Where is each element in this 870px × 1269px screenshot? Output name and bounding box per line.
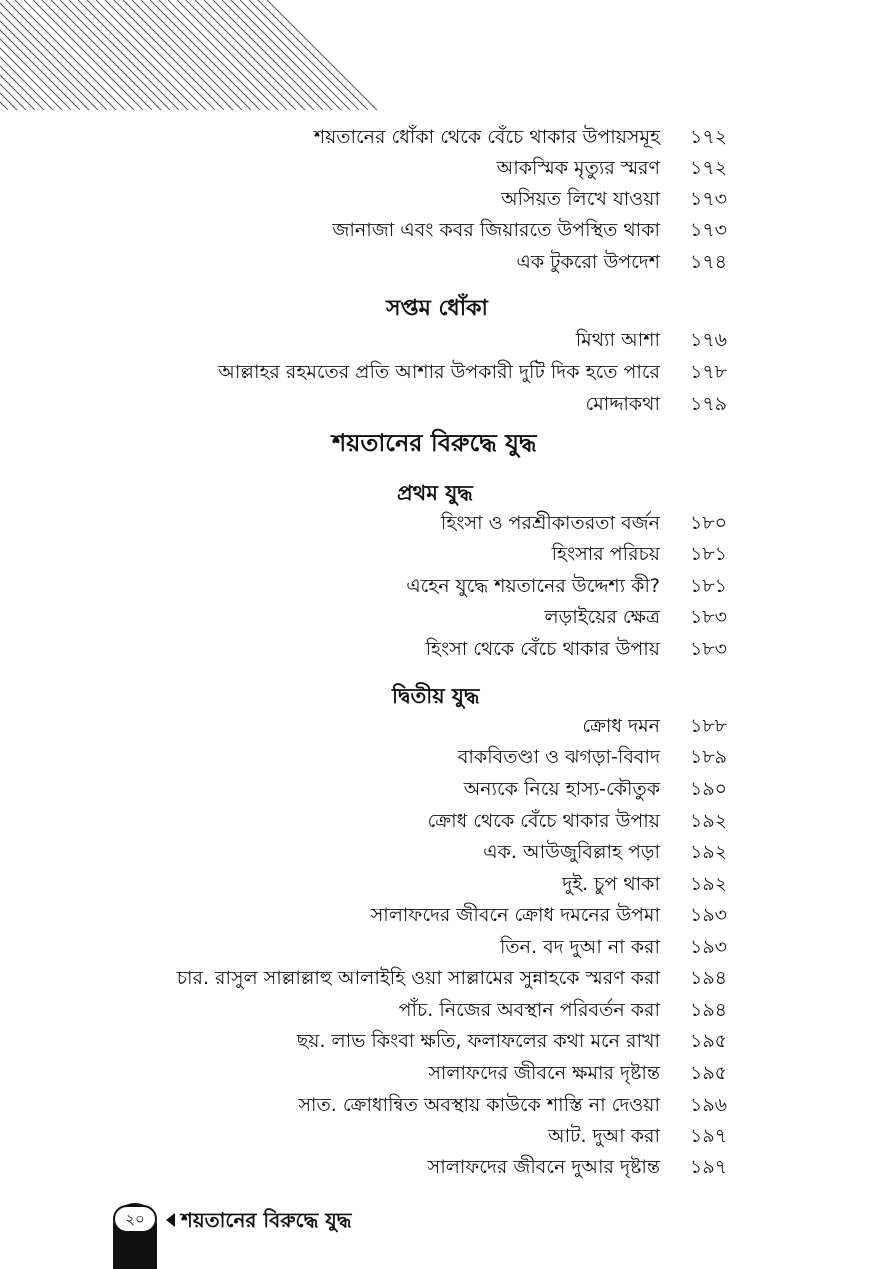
hatch-line xyxy=(168,0,278,110)
toc-entry-title: মিথ্যা আশা xyxy=(575,329,660,351)
toc-entry[interactable] xyxy=(0,742,870,773)
hatch-line xyxy=(24,0,134,110)
toc-entry-page: ১৯৫ xyxy=(690,1030,727,1052)
toc-entry-title: সাত. ক্রোধান্বিত অবস্থায় কাউকে শাস্তি না দেওয়া xyxy=(298,1094,660,1116)
toc-entry-page: ১৯২ xyxy=(690,841,728,863)
toc-entry-title: অন্যকে নিয়ে হাস্য-কৌতুক xyxy=(463,778,660,800)
toc-entry-title: ক্রোধ থেকে বেঁচে থাকার উপায় xyxy=(427,810,660,832)
hatch-line xyxy=(249,0,359,110)
hatch-line xyxy=(123,0,233,110)
hatch-line xyxy=(105,0,215,110)
toc-entry-page: ১৮১ xyxy=(690,543,727,565)
toc-entry-page: ১৯৬ xyxy=(690,1094,728,1116)
toc-entry-title: ছয়. লাভ কিংবা ক্ষতি, ফলাফলের কথা মনে রাখা xyxy=(296,1030,660,1052)
toc-entry-page: ১৭৮ xyxy=(690,361,728,383)
toc-entry-title: এক টুকরো উপদেশ xyxy=(516,251,660,273)
toc-entry-page: ১৭২ xyxy=(690,157,728,179)
toc-entry-page: ১৭৬ xyxy=(690,329,728,351)
hatch-line xyxy=(258,0,368,110)
hatch-line xyxy=(285,0,380,110)
toc-entry[interactable] xyxy=(0,508,870,539)
toc-entry[interactable] xyxy=(0,1121,870,1152)
hatch-line xyxy=(6,0,116,110)
toc-entry-page: ১৯৫ xyxy=(690,1062,727,1084)
hatch-line xyxy=(96,0,206,110)
toc-entry-page: ১৯৪ xyxy=(690,999,727,1021)
toc-entry[interactable] xyxy=(0,774,870,805)
toc-entry-title: সালাফদের জীবনে দুআর দৃষ্টান্ত xyxy=(427,1156,660,1178)
hatch-line xyxy=(15,0,125,110)
hatch-line xyxy=(366,0,380,110)
toc-entry[interactable] xyxy=(0,837,870,868)
hatch-line xyxy=(42,0,152,110)
section-heading: সপ্তম ধোঁকা xyxy=(386,296,488,321)
toc-entry-page: ১৮৯ xyxy=(690,746,727,768)
hatch-line xyxy=(276,0,380,110)
hatch-line xyxy=(0,0,35,110)
page-footer xyxy=(0,1195,870,1269)
hatch-line xyxy=(330,0,380,110)
toc-entry[interactable] xyxy=(0,869,870,900)
toc-entry-page: ১৮৩ xyxy=(690,638,728,660)
hatch-line xyxy=(222,0,332,110)
toc-entry-page: ১৮৩ xyxy=(690,606,728,628)
triangle-left-icon xyxy=(166,1213,175,1227)
part-title: শয়তানের বিরুদ্ধে যুদ্ধ xyxy=(332,429,537,457)
hatch-line xyxy=(114,0,224,110)
hatch-line xyxy=(375,0,380,110)
toc-entry[interactable] xyxy=(0,602,870,633)
hatch-line xyxy=(60,0,170,110)
hatch-line xyxy=(267,0,377,110)
toc-entry-title: সালাফদের জীবনে ক্ষমার দৃষ্টান্ত xyxy=(428,1062,660,1084)
toc-entry-title: বাকবিতণ্ডা ও ঝগড়া-বিবাদ xyxy=(457,746,660,768)
toc-entry[interactable] xyxy=(0,1058,870,1089)
toc-entry[interactable] xyxy=(0,325,870,356)
toc-entry-title: ক্রোধ দমন xyxy=(582,715,660,737)
toc-entry[interactable] xyxy=(0,122,870,153)
toc-entry-page: ১৯২ xyxy=(690,873,728,895)
toc-entry-title: জানাজা এবং কবর জিয়ারতে উপস্থিত থাকা xyxy=(332,219,660,241)
toc-entry[interactable] xyxy=(0,806,870,837)
hatch-line xyxy=(204,0,314,110)
running-book-title: শয়তানের বিরুদ্ধে যুদ্ধ xyxy=(181,1208,352,1232)
hatch-line xyxy=(141,0,251,110)
hatch-line xyxy=(87,0,197,110)
toc-entry-page: ১৭৯ xyxy=(690,393,728,415)
toc-entry-title: লড়াইয়ের ক্ষেত্র xyxy=(544,606,660,628)
toc-entry-title: শয়তানের ধোঁকা থেকে বেঁচে থাকার উপায়সমূহ xyxy=(313,126,660,148)
toc-entry-page: ১৯৭ xyxy=(690,1156,728,1178)
toc-entry-title: পাঁচ. নিজের অবস্থান পরিবর্তন করা xyxy=(398,999,660,1021)
hatch-line xyxy=(177,0,287,110)
toc-entry-page: ১৮৮ xyxy=(690,715,727,737)
hatch-line xyxy=(69,0,179,110)
hatch-line xyxy=(195,0,305,110)
toc-entry-page: ১৯৭ xyxy=(690,1125,728,1147)
toc-entry[interactable] xyxy=(0,247,870,278)
toc-entry-title: চার. রাসুল সাল্লাল্লাহু আলাইহি ওয়া সাল্লামের সুন্নাহকে স্মরণ করা xyxy=(176,967,660,989)
toc-entry-title: এহেন যুদ্ধে শয়তানের উদ্দেশ্য কী? xyxy=(406,575,660,597)
hatch-line xyxy=(33,0,143,110)
toc-entry-title: দুই. চুপ থাকা xyxy=(562,873,660,895)
toc-entry[interactable] xyxy=(0,184,870,215)
toc-entry-page: ১৯৩ xyxy=(690,904,728,926)
toc-entry-page: ১৭৩ xyxy=(690,188,728,210)
toc-entry[interactable] xyxy=(0,1026,870,1057)
toc-entry-title: হিংসা ও পরশ্রীকাতরতা বর্জন xyxy=(440,512,660,534)
toc-entry[interactable] xyxy=(0,389,870,420)
toc-entry-title: হিংসার পরিচয় xyxy=(551,543,660,565)
hatch-line xyxy=(348,0,380,110)
hatch-line xyxy=(78,0,188,110)
toc-entry-title: এক. আউজুবিল্লাহ পড়া xyxy=(483,841,660,863)
toc-entry-title: সালাফদের জীবনে ক্রোধ দমনের উপমা xyxy=(370,904,660,926)
toc-entry[interactable] xyxy=(0,1090,870,1121)
toc-entry[interactable] xyxy=(0,539,870,570)
hatch-line xyxy=(339,0,380,110)
toc-entry[interactable] xyxy=(0,711,870,742)
toc-entry[interactable] xyxy=(0,932,870,963)
hatch-line xyxy=(321,0,380,110)
hatch-line xyxy=(303,0,380,110)
toc-entry-title: আকস্মিক মৃত্যুর স্মরণ xyxy=(496,157,660,179)
toc-entry[interactable] xyxy=(0,963,870,994)
toc-entry-title: হিংসা থেকে বেঁচে থাকার উপায় xyxy=(425,638,660,660)
hatch-line xyxy=(159,0,269,110)
toc-entry-title: আট. দুআ করা xyxy=(547,1125,660,1147)
toc-entry-title: তিন. বদ দুআ না করা xyxy=(499,936,660,958)
toc-entry-page: ১৭৩ xyxy=(690,219,728,241)
page-number: ২০ xyxy=(113,1205,157,1233)
hatch-line xyxy=(0,0,17,110)
toc-entry[interactable] xyxy=(0,995,870,1026)
hatch-line xyxy=(150,0,260,110)
toc-entry-page: ১৯২ xyxy=(690,810,728,832)
toc-entry-page: ১৮০ xyxy=(690,512,728,534)
toc-entry[interactable] xyxy=(0,357,870,388)
hatch-line xyxy=(213,0,323,110)
hatch-line xyxy=(186,0,296,110)
toc-entry-page: ১৯৪ xyxy=(690,967,727,989)
toc-entry[interactable] xyxy=(0,634,870,665)
toc-entry[interactable] xyxy=(0,900,870,931)
toc-entry-title: মোদ্দাকথা xyxy=(585,393,660,415)
section-heading: প্রথম যুদ্ধ xyxy=(397,481,473,505)
hatch-line xyxy=(132,0,242,110)
hatch-line xyxy=(231,0,341,110)
toc-entry[interactable] xyxy=(0,571,870,602)
hatch-line xyxy=(51,0,161,110)
toc-entry-page: ১৭৪ xyxy=(690,251,728,273)
toc-entry-page: ১৮১ xyxy=(690,575,727,597)
section-heading: দ্বিতীয় যুদ্ধ xyxy=(392,684,480,708)
toc-entry-title: অসিয়ত লিখে যাওয়া xyxy=(501,188,660,210)
toc-entry[interactable] xyxy=(0,1152,870,1183)
toc-entry-page: ১৯৩ xyxy=(690,936,728,958)
toc-entry[interactable] xyxy=(0,215,870,246)
toc-entry-page: ১৭২ xyxy=(690,126,728,148)
toc-entry[interactable] xyxy=(0,153,870,184)
decorative-hatch-pattern xyxy=(0,0,380,110)
hatch-line xyxy=(240,0,350,110)
toc-entry-page: ১৯০ xyxy=(690,778,728,800)
toc-entry-title: আল্লাহর রহমতের প্রতি আশার উপকারী দুটি দিক হতে পারে xyxy=(218,361,660,383)
